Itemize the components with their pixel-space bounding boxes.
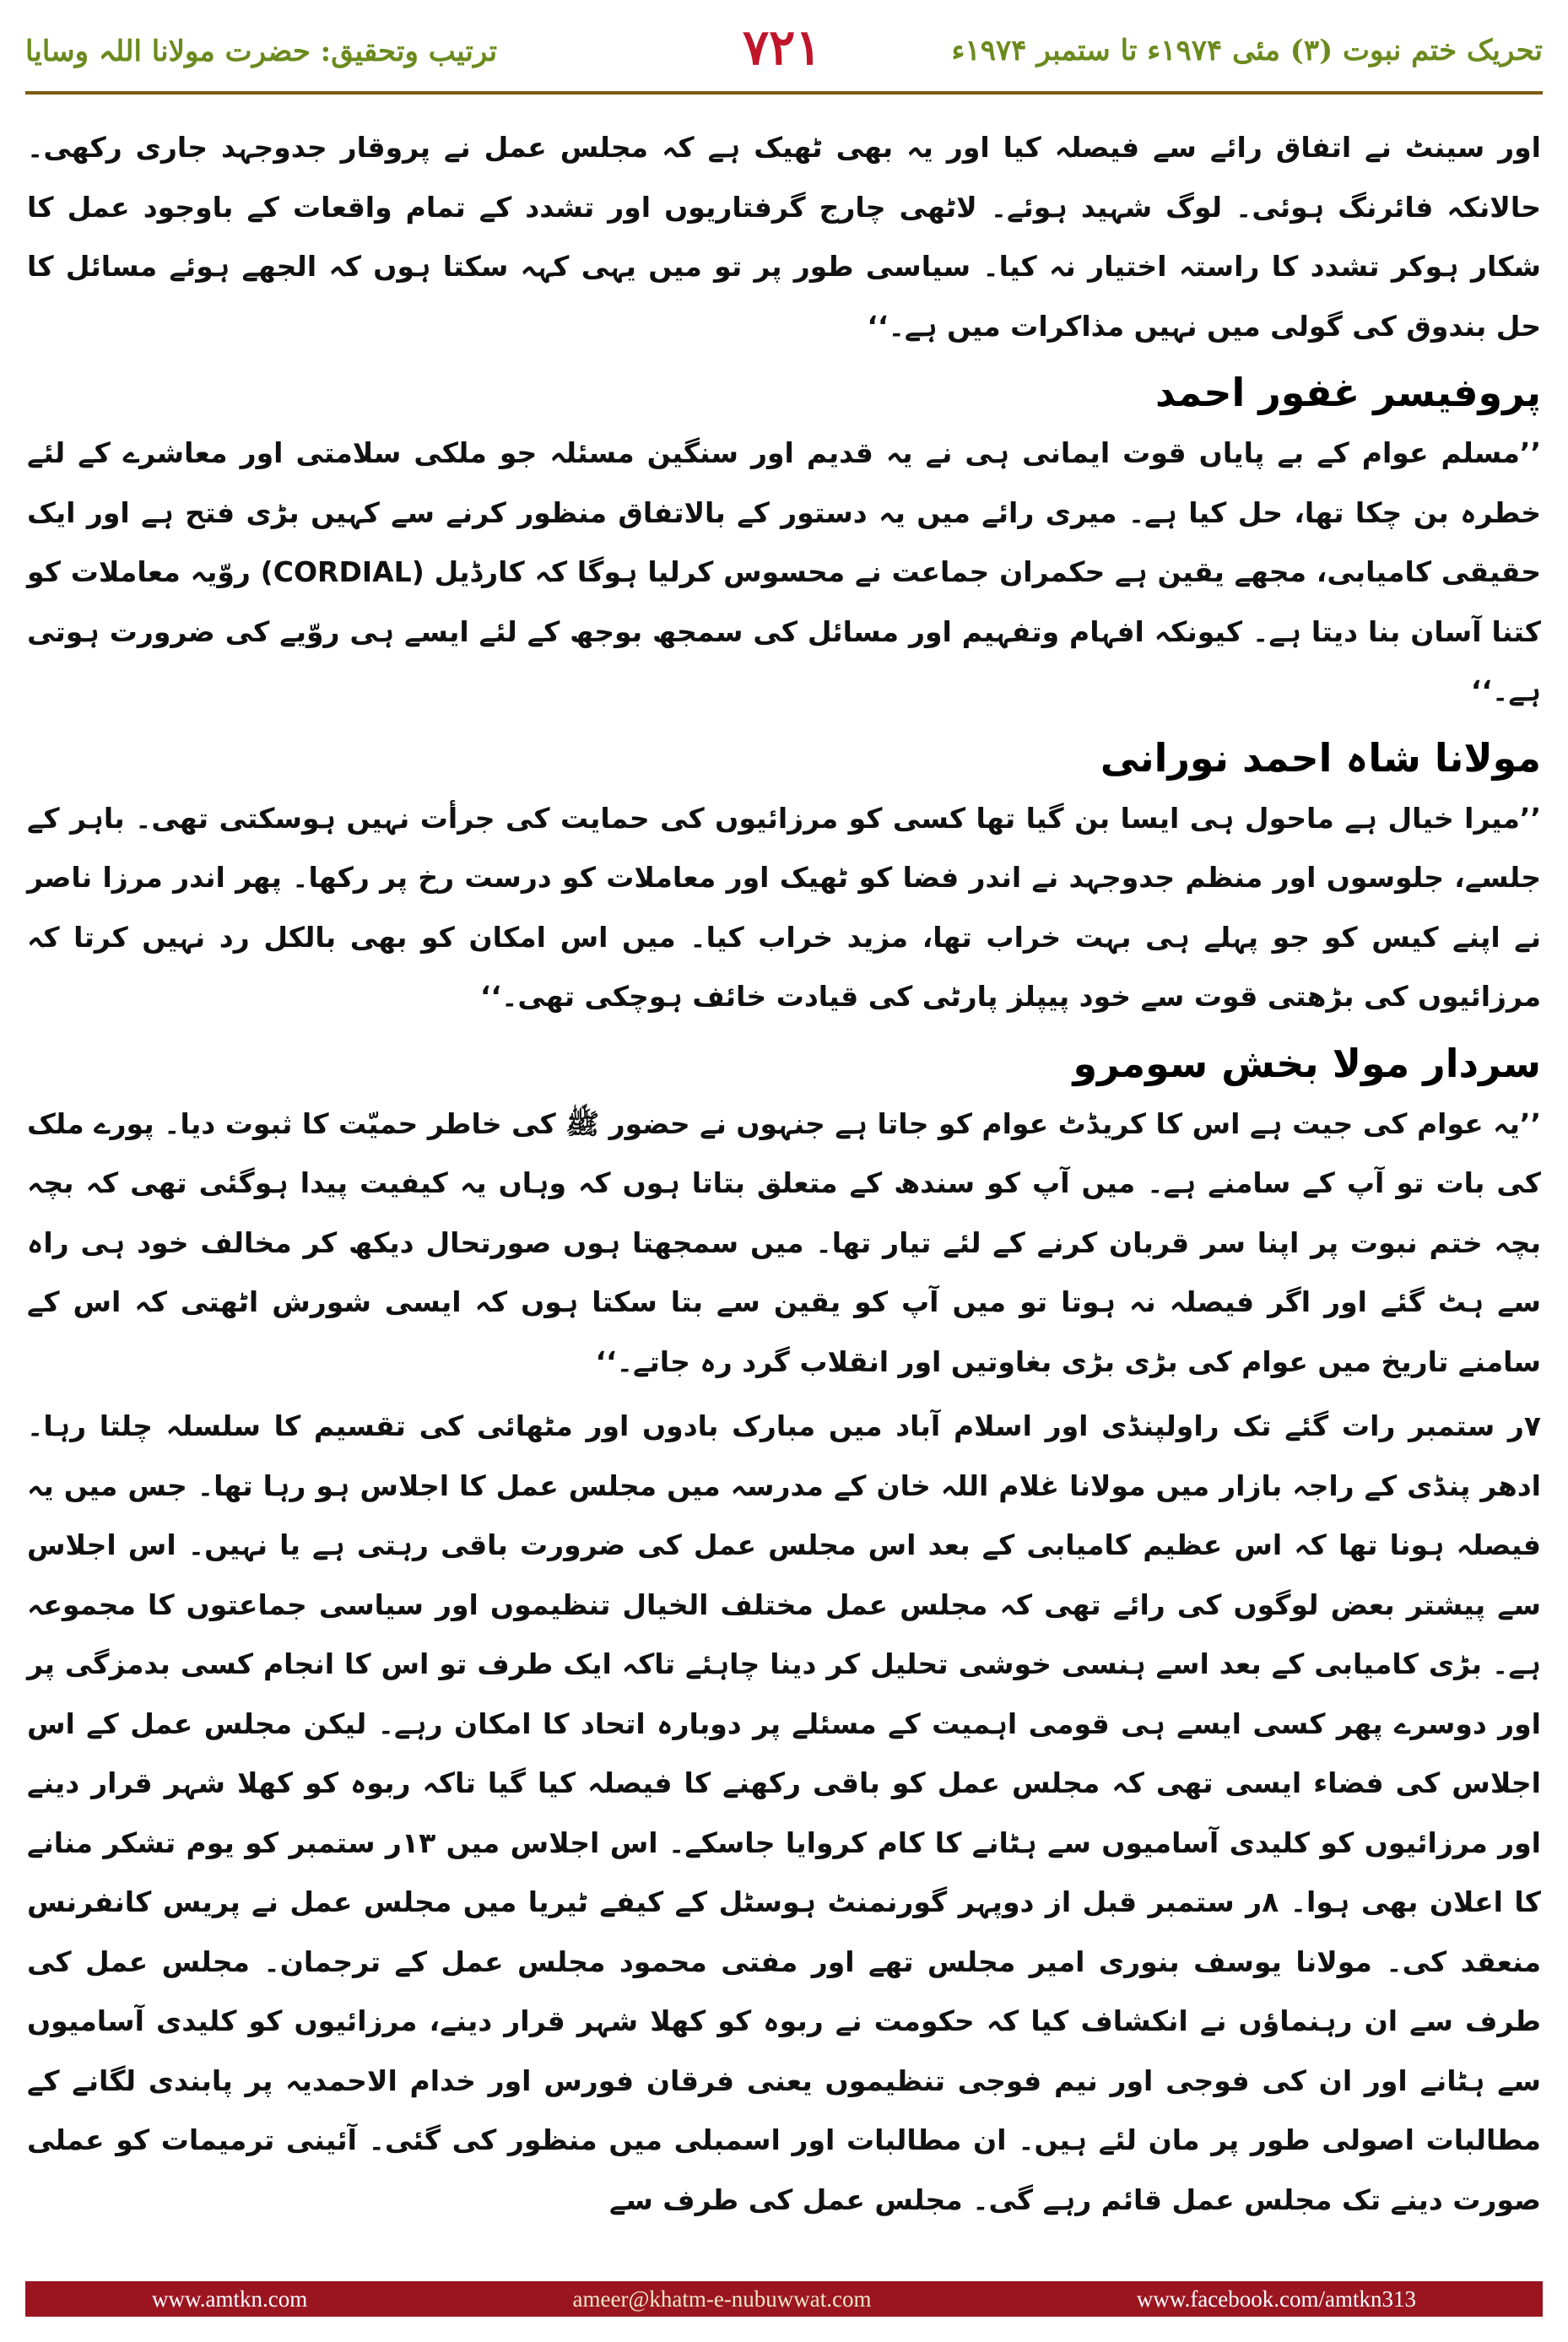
section-heading-ghafoor-ahmad: پروفیسر غفور احمد bbox=[1154, 370, 1541, 415]
page-footer bbox=[0, 2264, 1568, 2342]
quote-soomro: ’’یہ عوام کی جیت ہے اس کا کریڈٹ عوام کو جاتا ہے جنہوں نے حضور ﷺ کی خاطر حمیّت کا ثبوت دیا۔ پورے ملک کی بات تو آپ کے سامنے ہے۔ میں آپ کو سندھ کے متعلق بتاتا ہوں کہ وہاں یہ کیفیت پیدا ہوگئی تھی کہ بچہ بچہ ختم نبوت پر اپنا سر قربان کرنے کے لئے تیار تھا۔ میں سمجھتا ہوں صورتحال دیکھ کر مخالف خود ہی راہ سے ہٹ گئے اور اگر فیصلہ نہ ہوتا تو میں آپ کو یقین سے بتا سکتا ہوں کہ ایسی شورش اٹھتی کہ اس کے سامنے تاریخ میں عوام کی بڑی بڑی بغاوتیں اور انقلاب گرد رہ جاتے۔‘‘ bbox=[27, 1106, 1541, 1378]
email-link[interactable]: ameer@khatm-e-nubuwwat.com bbox=[572, 2285, 872, 2312]
facebook-link[interactable]: www.facebook.com/amtkn313 bbox=[1136, 2285, 1416, 2312]
intro-paragraph: اور سینٹ نے اتفاق رائے سے فیصلہ کیا اور یہ بھی ٹھیک ہے کہ مجلس عمل نے پروقار جدوجہد جاری رکھی۔ حالانکہ فائرنگ ہوئی۔ لوگ شہید ہوئے۔ لاٹھی چارج گرفتاریوں اور تشدد کے تمام واقعات کے باوجود عمل کا شکار ہوکر تشدد کا راستہ اختیار نہ کیا۔ سیاسی طور پر تو میں یہی کہہ سکتا ہوں کہ الجھے ہوئے مسائل کا حل بندوق کی گولی میں نہیں مذاکرات میں ہے۔‘‘ bbox=[27, 131, 1541, 343]
section-heading-noorani: مولانا شاہ احمد نورانی bbox=[1100, 734, 1541, 781]
compiler-credit: ترتیب وتحقیق: حضرت مولانا اللہ وسایا bbox=[25, 35, 498, 68]
page-header bbox=[0, 0, 1568, 100]
page-number: ۷۲۱ bbox=[743, 19, 822, 76]
quote-noorani: ’’میرا خیال ہے ماحول ہی ایسا بن گیا تھا کسی کو مرزائیوں کی حمایت کی جرأت نہیں ہوسکتی تھی۔ باہر کے جلسے، جلوسوں اور منظم جدوجہد نے اندر فضا کو ٹھیک اور معاملات کو درست رخ پر رکھا۔ پھر اندر مرزا ناصر نے اپنے کیس کو جو پہلے ہی بہت خراب تھا، مزید خراب کیا۔ میں اس امکان کو بھی بالکل رد نہیں کرتا کہ مرزائیوں کی بڑھتی قوت سے خود پیپلز پارٹی کی قیادت خائف ہوچکی تھی۔‘‘ bbox=[27, 801, 1541, 1013]
website-link[interactable]: www.amtkn.com bbox=[152, 2285, 308, 2312]
closing-paragraph: ۷ر ستمبر رات گئے تک راولپنڈی اور اسلام آباد میں مبارک بادوں اور مٹھائی کی تقسیم کا سلسلہ چلتا رہا۔ ادھر پنڈی کے راجہ بازار میں مولانا غلام اللہ خان کے مدرسہ میں مجلس عمل کا اجلاس ہو رہا تھا۔ جس میں یہ فیصلہ ہونا تھا کہ اس عظیم کامیابی کے بعد اس مجلس عمل کی ضرورت باقی رہتی ہے یا نہیں۔ اس اجلاس سے پیشتر بعض لوگوں کی رائے تھی کہ مجلس عمل مختلف الخیال تنظیموں اور سیاسی جماعتوں کا مجموعہ ہے۔ بڑی کامیابی کے بعد اسے ہنسی خوشی تحلیل کر دینا چاہئے تاکہ ایک طرف تو اس کا انجام کسی بدمزگی پر اور دوسرے پھر کسی ایسے ہی قومی اہمیت کے مسئلے پر دوبارہ اتحاد کا امکان رہے۔ لیکن مجلس عمل کے اس اجلاس کی فضاء ایسی تھی کہ مجلس عمل کو باقی رکھنے کا فیصلہ کیا گیا تاکہ ربوہ کو کھلا شہر قرار دینے اور مرزائیوں کو کلیدی آسامیوں سے ہٹانے کا کام کروایا جاسکے۔ اس اجلاس میں ۱۳ر ستمبر کو یوم تشکر منانے کا اعلان بھی ہوا۔ ۸ر ستمبر قبل از دوپہر گورنمنٹ ہوسٹل کے کیفے ٹیریا میں مجلس عمل نے پریس کانفرنس منعقد کی۔ مولانا یوسف بنوری امیر مجلس تھے اور مفتی محمود مجلس عمل کے ترجمان۔ مجلس عمل کی طرف سے ان رہنماؤں نے انکشاف کیا کہ حکومت نے ربوہ کو کھلا شہر قرار دینے، مرزائیوں کو کلیدی آسامیوں سے ہٹانے اور ان کی فوجی اور نیم فوجی تنظیموں یعنی فرقان فورس اور خدام الاحمدیہ پر پابندی لگانے کے مطالبات اصولی طور پر مان لئے ہیں۔ ان مطالبات اور اسمبلی میں منظور کی گئی۔ آئینی ترمیمات کو عملی صورت دینے تک مجلس عمل قائم رہے گی۔ مجلس عمل کی طرف سے bbox=[27, 1409, 1541, 2216]
footer-bar bbox=[25, 2281, 1543, 2317]
header-divider bbox=[25, 91, 1543, 95]
quote-ghafoor-ahmad: ’’مسلم عوام کے بے پایاں قوت ایمانی ہی نے یہ قدیم اور سنگین مسئلہ جو ملکی سلامتی اور معاشرے کے لئے خطرہ بن چکا تھا، حل کیا ہے۔ میری رائے میں یہ دستور کے بالاتفاق منظور کرنے سے کہیں بڑی فتح ہے اور ایک حقیقی کامیابی، مجھے یقین ہے حکمران جماعت نے محسوس کرلیا ہوگا کہ کارڈیل (CORDIAL) روّیہ معاملات کو کتنا آسان بنا دیتا ہے۔ کیونکہ افہام وتفہیم اور مسائل کی سمجھ بوجھ کے لئے ایسے ہی روّیے کی ضرورت ہوتی ہے۔‘‘ bbox=[27, 436, 1541, 707]
book-title: تحریک ختم نبوت (۳) مئی ۱۹۷۴ء تا ستمبر ۱۹۷۴ء bbox=[951, 34, 1543, 68]
page-body bbox=[27, 118, 1541, 2249]
section-heading-soomro: سردار مولا بخش سومرو bbox=[1073, 1040, 1541, 1086]
